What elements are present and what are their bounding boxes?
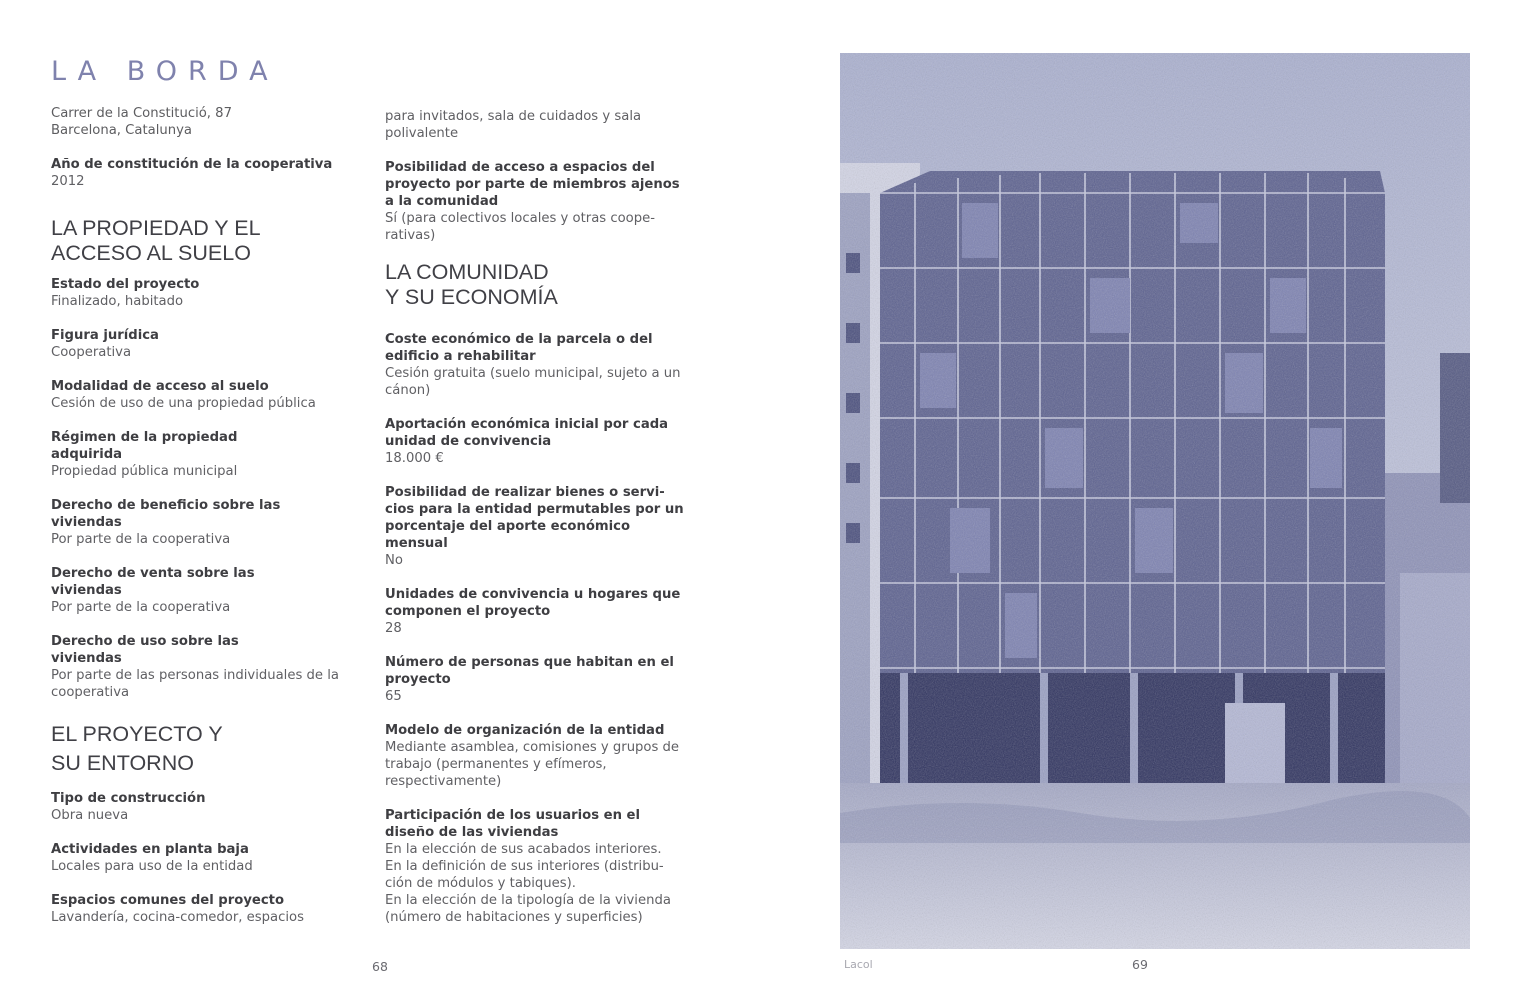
- external-access-label: Posibilidad de acceso a espacios del proyecto por parte de miembros ajenos a la comunidad: [385, 160, 680, 209]
- left-column: [51, 105, 351, 943]
- property-label: Modalidad de acceso al suelo: [51, 379, 269, 394]
- project-value: Locales para uso de la entidad: [51, 859, 253, 874]
- participation-label: Participación de los usuarios en el diseño de las viviendas: [385, 808, 641, 840]
- property-label: Estado del proyecto: [51, 277, 200, 292]
- section-economy-heading: [385, 260, 690, 310]
- participation-line: En la definición de sus interiores (distribu-ción de módulos y tabiques).: [385, 859, 664, 891]
- founding-value: 2012: [51, 174, 85, 189]
- economy-item: [385, 722, 690, 790]
- project-item: [51, 790, 351, 824]
- section-economy-line2: Y SU ECONOMÍA: [385, 285, 558, 309]
- founding-item: [51, 156, 351, 190]
- economy-item: [385, 654, 690, 705]
- building-illustration: [840, 53, 1470, 949]
- common-spaces-continuation: para invitados, sala de cuidados y sala polivalente: [385, 109, 642, 141]
- address-street: Carrer de la Constitució, 87: [51, 106, 232, 121]
- property-value: Finalizado, habitado: [51, 294, 184, 309]
- property-label: Figura jurídica: [51, 328, 159, 343]
- economy-value: No: [385, 553, 403, 568]
- economy-label: Número de personas que habitan en el proyecto: [385, 655, 674, 687]
- page-title: LA BORDA: [51, 56, 279, 87]
- property-item: [51, 429, 351, 480]
- property-value: Cooperativa: [51, 345, 132, 360]
- property-item: [51, 327, 351, 361]
- external-access-item: [385, 159, 690, 244]
- participation-line: En la elección de sus acabados interiores.: [385, 842, 662, 857]
- economy-value: 65: [385, 689, 402, 704]
- economy-value: Cesión gratuita (suelo municipal, sujeto a un cánon): [385, 366, 681, 398]
- project-label: Tipo de construcción: [51, 791, 206, 806]
- economy-label: Modelo de organización de la entidad: [385, 723, 665, 738]
- property-label: Régimen de la propiedad adquirida: [51, 430, 238, 462]
- economy-label: Unidades de convivencia u hogares que componen el proyecto: [385, 587, 681, 619]
- economy-label: Posibilidad de realizar bienes o servi-cios para la entidad permutables por un porcentaje del aporte económico mensual: [385, 485, 684, 551]
- participation-line: En la elección de la tipología de la vivienda (número de habitaciones y superficies): [385, 893, 671, 925]
- economy-item: [385, 331, 690, 399]
- section-property-heading: [51, 216, 351, 266]
- section-project-heading: [51, 720, 351, 778]
- property-label: Derecho de beneficio sobre las viviendas: [51, 498, 281, 530]
- economy-value: 28: [385, 621, 402, 636]
- property-value: Por parte de la cooperativa: [51, 532, 231, 547]
- economy-value: Mediante asamblea, comisiones y grupos de trabajo (permanentes y efímeros, respectivamente): [385, 740, 680, 789]
- economy-label: Coste económico de la parcela o del edificio a rehabilitar: [385, 332, 653, 364]
- property-item: [51, 633, 351, 701]
- property-item: [51, 276, 351, 310]
- economy-item: [385, 484, 690, 569]
- section-project-line2: SU ENTORNO: [51, 751, 194, 775]
- founding-label: Año de constitución de la cooperativa: [51, 157, 333, 172]
- economy-value: 18.000 €: [385, 451, 444, 466]
- property-value: Cesión de uso de una propiedad pública: [51, 396, 316, 411]
- address: [51, 105, 351, 139]
- page-number-left: 68: [372, 959, 388, 974]
- property-item: [51, 565, 351, 616]
- economy-item: [385, 416, 690, 467]
- property-item: [51, 497, 351, 548]
- building-photo: [840, 53, 1470, 949]
- section-project-line1: EL PROYECTO Y: [51, 722, 223, 746]
- photo-credit: Lacol: [844, 958, 873, 971]
- film-grain: [840, 53, 1470, 949]
- address-city: Barcelona, Catalunya: [51, 123, 192, 138]
- section-property-line1: LA PROPIEDAD Y EL: [51, 216, 261, 240]
- project-item: [51, 892, 351, 926]
- middle-column: [385, 108, 690, 943]
- project-label: Actividades en planta baja: [51, 842, 249, 857]
- property-item: [51, 378, 351, 412]
- property-value: Por parte de la cooperativa: [51, 600, 231, 615]
- property-value: Propiedad pública municipal: [51, 464, 238, 479]
- economy-item: [385, 586, 690, 637]
- property-label: Derecho de uso sobre las viviendas: [51, 634, 239, 666]
- page-number-right: 69: [1132, 957, 1148, 972]
- project-value: Obra nueva: [51, 808, 129, 823]
- property-value: Por parte de las personas individuales de la cooperativa: [51, 668, 339, 700]
- project-value: Lavandería, cocina-comedor, espacios: [51, 910, 304, 925]
- external-access-value: Sí (para colectivos locales y otras coope-rativas): [385, 211, 655, 243]
- participation-item: [385, 807, 690, 926]
- property-label: Derecho de venta sobre las viviendas: [51, 566, 255, 598]
- section-economy-line1: LA COMUNIDAD: [385, 260, 549, 284]
- section-property-line2: ACCESO AL SUELO: [51, 241, 251, 265]
- project-label: Espacios comunes del proyecto: [51, 893, 285, 908]
- project-item: [51, 841, 351, 875]
- economy-label: Aportación económica inicial por cada unidad de convivencia: [385, 417, 669, 449]
